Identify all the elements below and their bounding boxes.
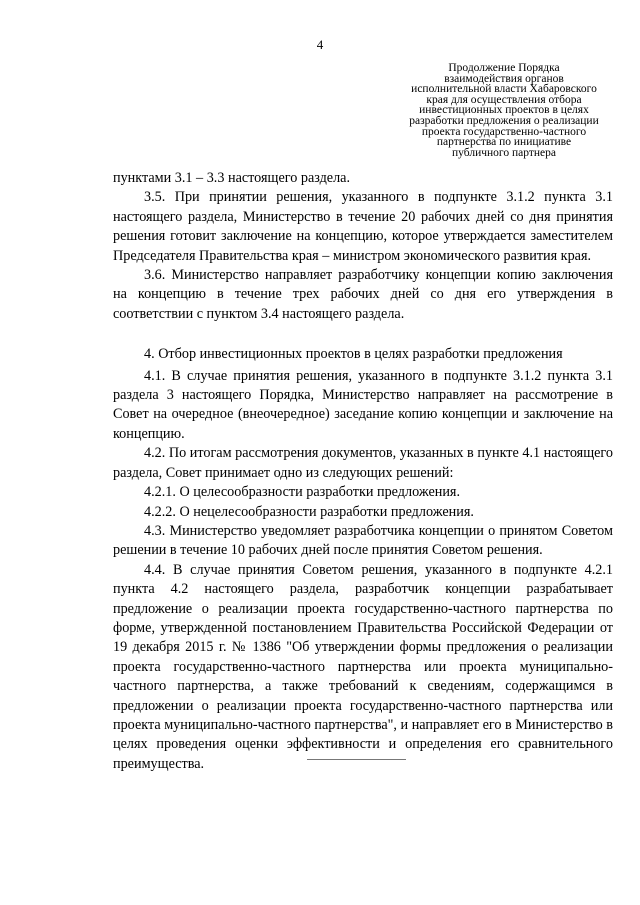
header-line: разработки предложения о реализации <box>409 114 599 127</box>
header-line: края для осуществления отбора <box>426 93 582 106</box>
header-line: публичного партнера <box>452 146 556 159</box>
paragraph-3-5: 3.5. При принятии решения, указанного в подпункте 3.1.2 пункта 3.1 настоящего раздела, Министерство в течение 20 рабочих дней со дня принятия решения готовит заключение на концепцию, которое утверждается заместителем Председателя Правительства края – министром экономического развития края. <box>113 189 613 264</box>
paragraph-3-6: 3.6. Министерство направляет разработчику концепции копию заключения на концепцию в течение трех рабочих дней со дня его утверждения в соответствии с пунктом 3.4 настоящего раздела. <box>113 267 613 322</box>
document-continuation-header <box>395 63 613 158</box>
page-number: 4 <box>316 37 324 52</box>
header-line: партнерства по инициативе <box>436 136 572 149</box>
header-line: взаимодействия органов <box>444 72 564 85</box>
paragraph-4-4: 4.4. В случае принятия Советом решения, указанного в подпункте 4.2.1 пункта 4.2 настоящего раздела, разработчик концепции разрабатывает предложение о реализации проекта государственно-частного партнерства по форме, утвержденной постановлением Правительства Российской Федерации от 19 декабря 2015 г. № 1386 "Об утверждении формы предложения о реализации проекта государственно-частного партнерства или проекта муниципально-частного партнерства, а также требований к сведениям, содержащимся в предложении о реализации проекта государственно-частного партнерства или проекта муниципально-частного партнерства", и направляет его в Министерство в целях проведения оценки эффективности и определения его сравнительного преимущества. <box>113 561 613 772</box>
paragraph-4-2: 4.2. По итогам рассмотрения документов, указанных в пункте 4.1 настоящего раздела, Совет принимает одно из следующих решений: <box>113 445 613 481</box>
paragraph-4-1: 4.1. В случае принятия решения, указанного в подпункте 3.1.2 пункта 3.1 раздела 3 настоящего Порядка, Министерство направляет на рассмотрение в Совет на очередное (внеочередное) заседание копию концепции и заключение на концепцию. <box>113 367 613 442</box>
header-line: проекта государственно-частного <box>421 125 587 138</box>
paragraph-4-2-2: 4.2.2. О нецелесообразности разработки предложения. <box>144 503 474 520</box>
end-of-document-rule <box>307 759 406 760</box>
header-line: исполнительной власти Хабаровского <box>411 83 597 96</box>
paragraph-continuation: пунктами 3.1 – 3.3 настоящего раздела. <box>113 170 351 186</box>
header-line: инвестиционных проектов в целях <box>419 104 589 117</box>
section-4-title: 4. Отбор инвестиционных проектов в целях разработки предложения <box>144 346 563 363</box>
document-body <box>113 169 613 774</box>
header-line: Продолжение Порядка <box>448 62 560 74</box>
paragraph-4-2-1: 4.2.1. О целесообразности разработки предложения. <box>144 484 461 501</box>
paragraph-4-3: 4.3. Министерство уведомляет разработчика концепции о принятом Советом решении в течение 10 рабочих дней после принятия Советом решения. <box>113 522 613 559</box>
